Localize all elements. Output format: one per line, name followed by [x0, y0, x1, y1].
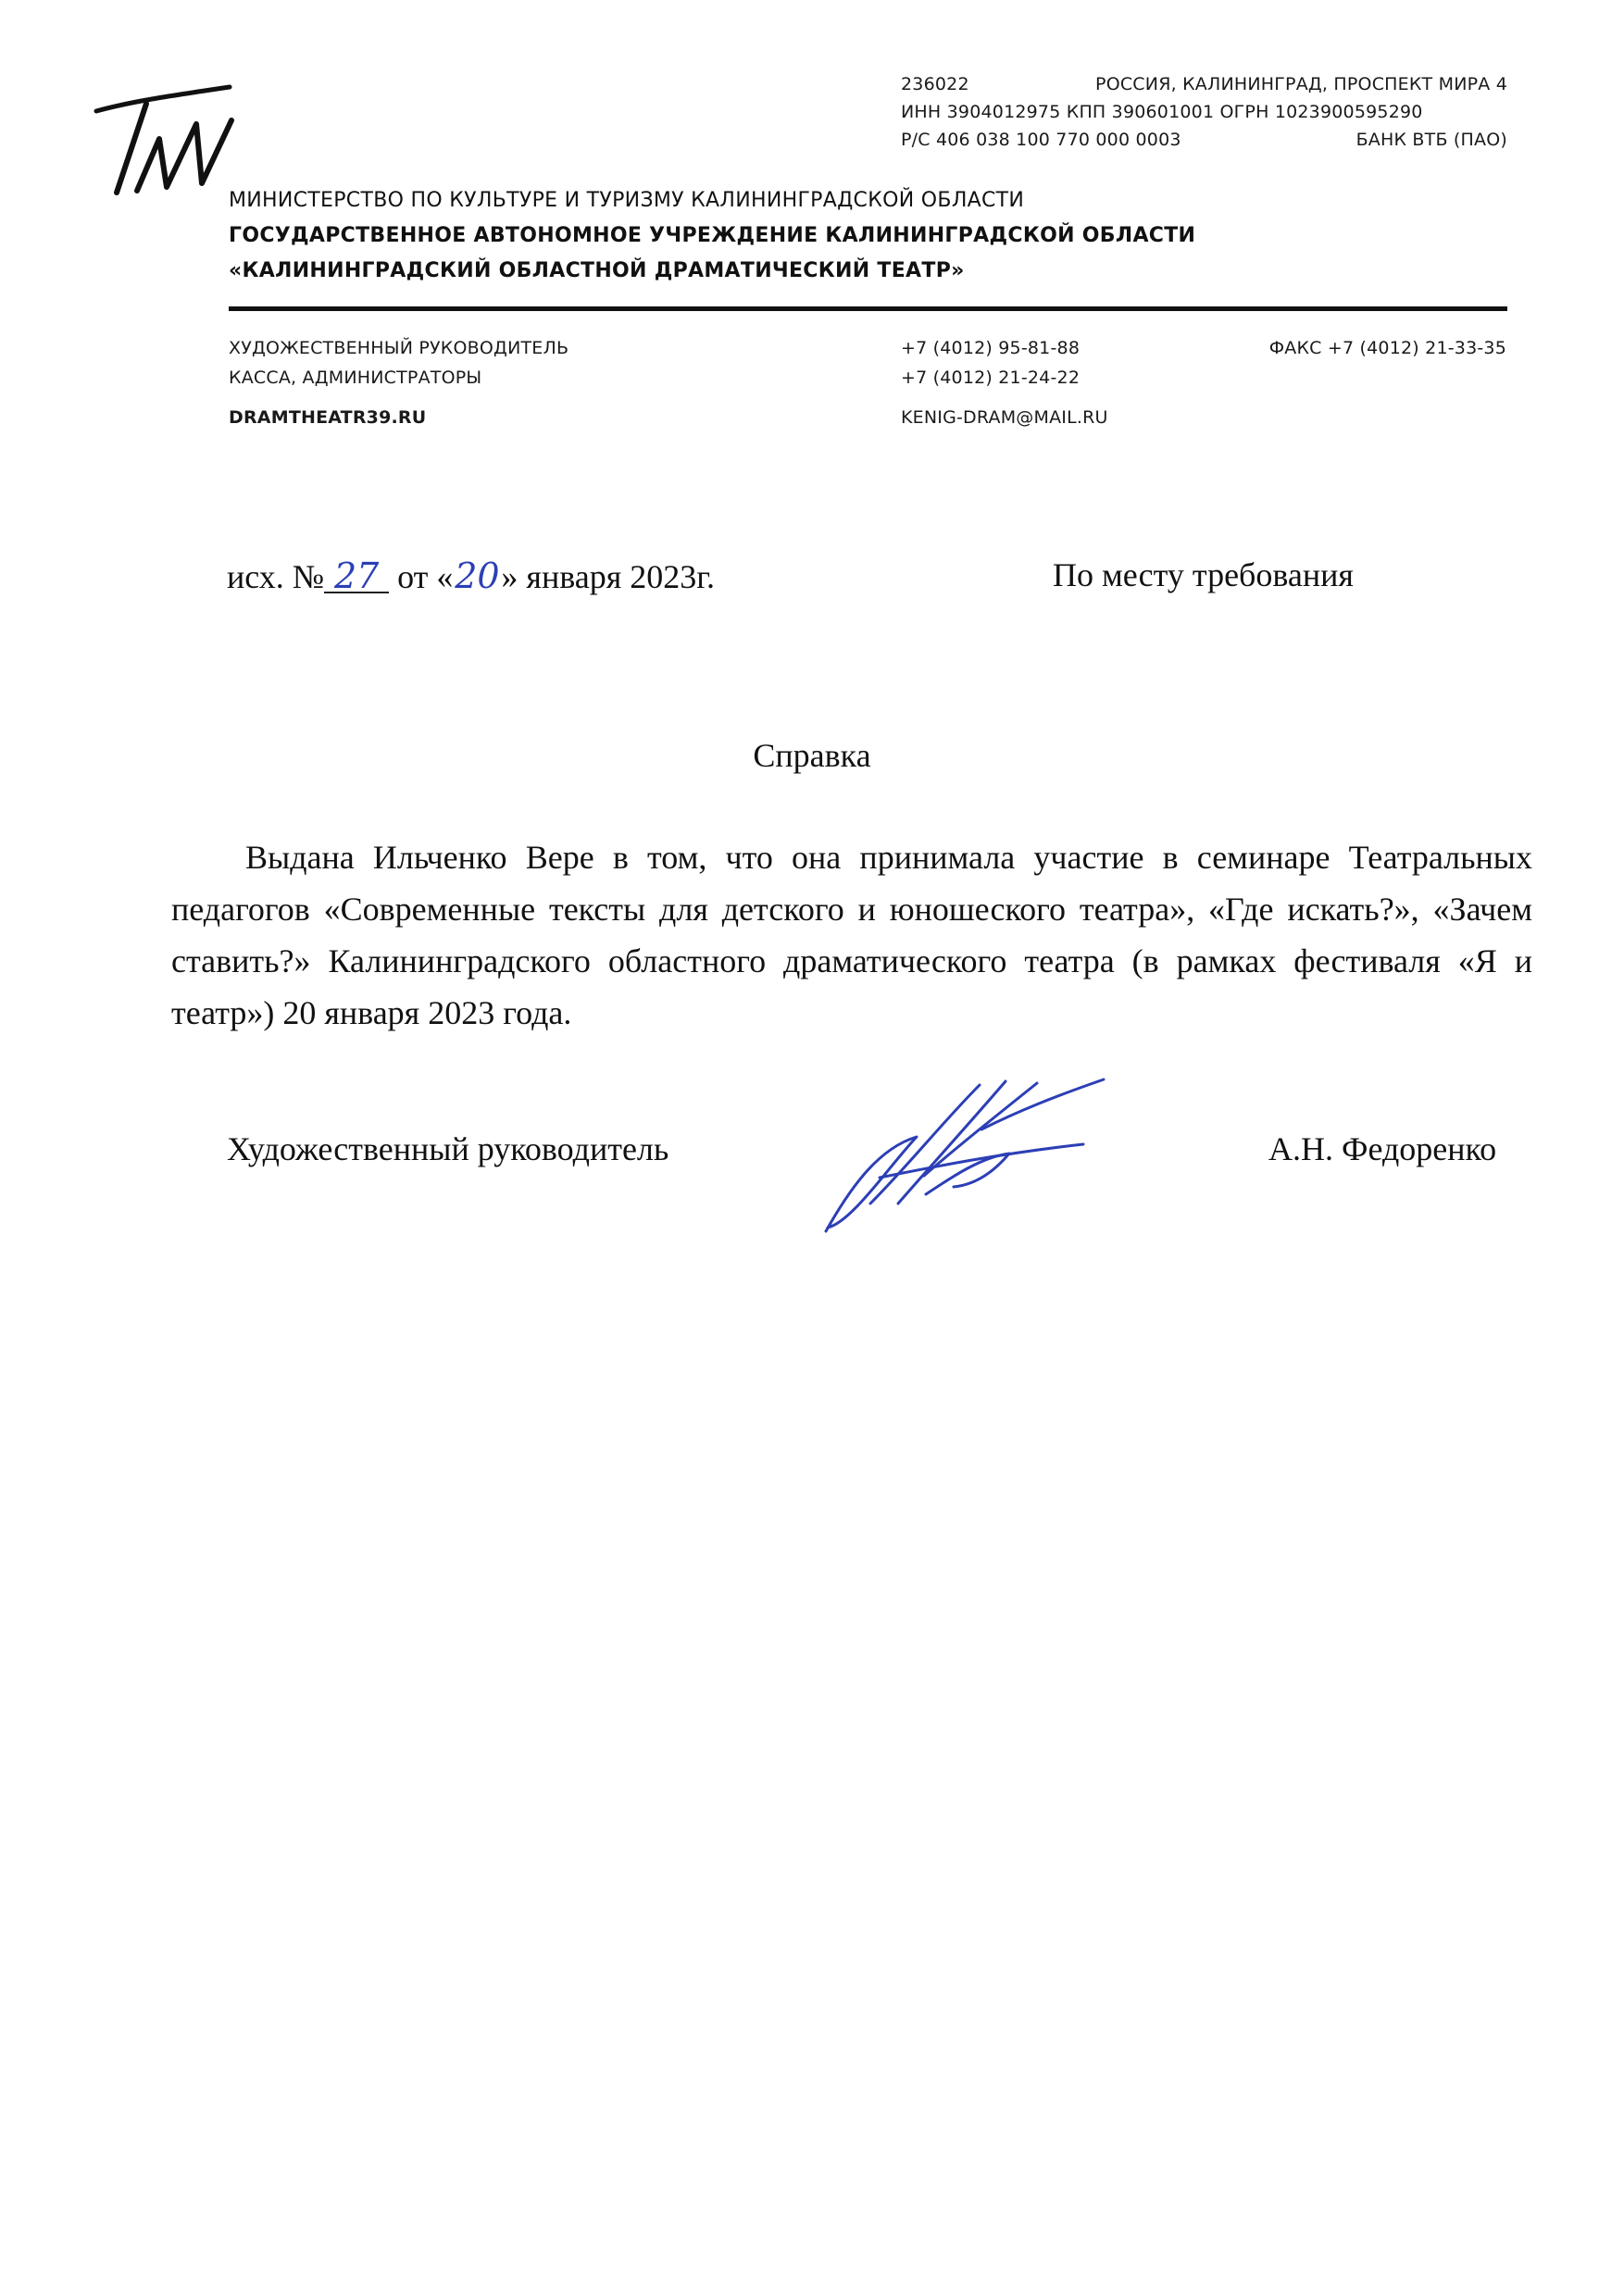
header-divider: [229, 306, 1507, 311]
organization-name-line1: ГОСУДАРСТВЕННОЕ АВТОНОМНОЕ УЧРЕЖДЕНИЕ КАЛИНИНГРАДСКОЙ ОБЛАСТИ: [229, 224, 1196, 247]
ref-month-year: января 2023г.: [526, 558, 715, 595]
theatre-logo: [93, 72, 241, 202]
bank-account: Р/С 406 038 100 770 000 0003: [901, 130, 1181, 150]
recipient: По месту требования: [1053, 556, 1354, 593]
handwritten-signature: [815, 1065, 1120, 1241]
box-office-label: КАССА, АДМИНИСТРАТОРЫ: [229, 368, 482, 388]
ref-prefix: исх. №: [227, 558, 325, 595]
signatory-name: А.Н. Федоренко: [1268, 1130, 1497, 1167]
reference-line: [227, 555, 715, 596]
ref-quote-close: »: [501, 558, 518, 595]
signatory-role: Художественный руководитель: [227, 1130, 669, 1167]
handwritten-ref-day: 20: [455, 555, 500, 596]
ref-from: от: [397, 558, 429, 595]
ministry-name: МИНИСТЕРСТВО ПО КУЛЬТУРЕ И ТУРИЗМУ КАЛИНИНГРАДСКОЙ ОБЛАСТИ: [229, 189, 1025, 212]
registry-codes: ИНН 3904012975 КПП 390601001 ОГРН 1023900595290: [901, 102, 1423, 122]
document-title: Справка: [753, 737, 871, 774]
document-body: Выдана Ильченко Вере в том, что она принимала участие в семинаре Театральных педагогов «Современные тексты для детского и юношеского театра», «Где искать?», «Зачем ставить?» Калининградского областного драматического театра (в рамках фестиваля «Я и театр») 20 января 2023 года.: [171, 839, 1532, 1031]
phone-director: +7 (4012) 95-81-88: [901, 338, 1081, 358]
organization-name-line2: «КАЛИНИНГРАДСКИЙ ОБЛАСТНОЙ ДРАМАТИЧЕСКИЙ ТЕАТР»: [229, 259, 965, 282]
website-link[interactable]: DRAMTHEATR39.RU: [229, 407, 427, 428]
bank-name: БАНК ВТБ (ПАО): [1355, 130, 1507, 150]
phone-box-office: +7 (4012) 21-24-22: [901, 368, 1081, 388]
ref-quote-open: «: [436, 558, 454, 595]
email-link[interactable]: KENIG-DRAM@MAIL.RU: [901, 407, 1108, 428]
director-label: ХУДОЖЕСТВЕННЫЙ РУКОВОДИТЕЛЬ: [229, 338, 569, 358]
fax-number: ФАКС +7 (4012) 21-33-35: [1268, 338, 1506, 358]
postal-code: 236022: [901, 74, 969, 94]
address: РОССИЯ, КАЛИНИНГРАД, ПРОСПЕКТ МИРА 4: [1095, 74, 1507, 94]
handwritten-ref-number: 27: [324, 560, 389, 593]
